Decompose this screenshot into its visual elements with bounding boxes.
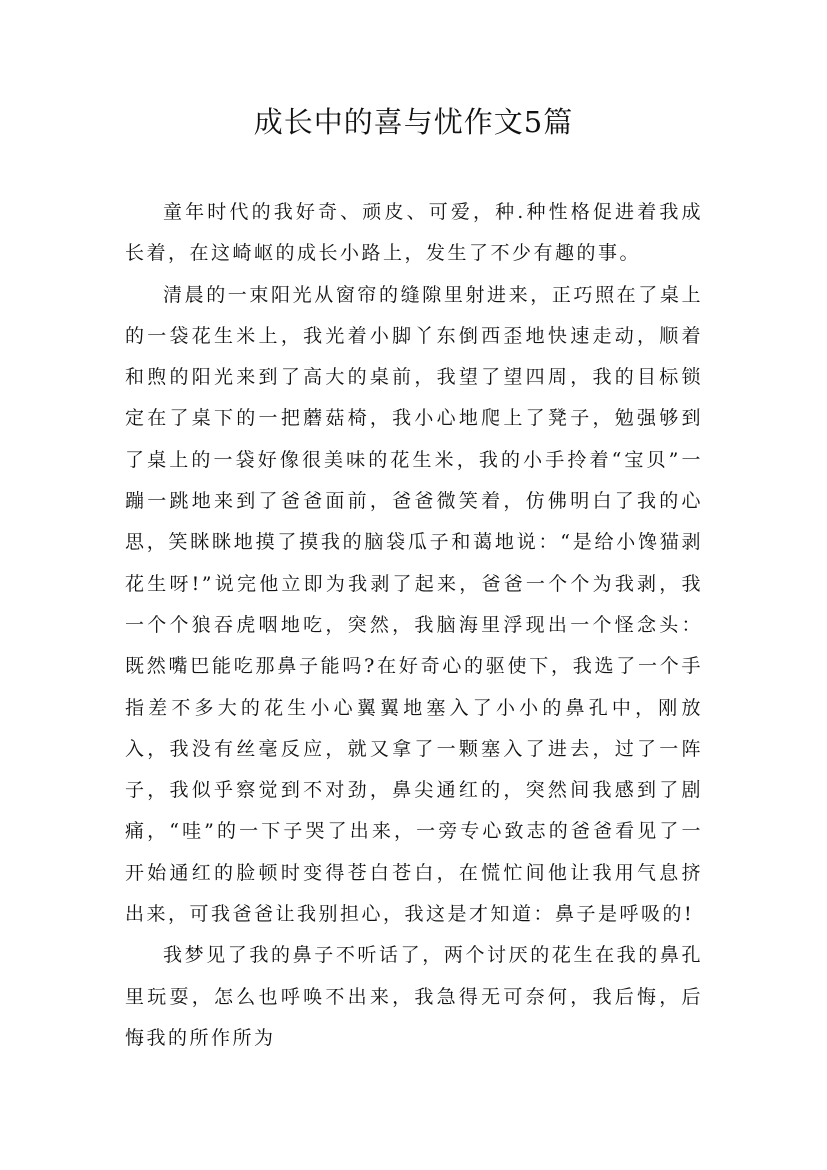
paragraph-2: 清晨的一束阳光从窗帘的缝隙里射进来，正巧照在了桌上的一袋花生米上，我光着小脚丫东倒西歪地快速走动，顺着和煦的阳光来到了高大的桌前，我望了望四周，我的目标锁定在了桌下的一把蘑菇椅，我小心地爬上了凳子，勉强够到了桌上的一袋好像很美味的花生米，我的小手拎着“宝贝”一蹦一跳地来到了爸爸面前，爸爸微笑着，仿佛明白了我的心思，笑眯眯地摸了摸我的脑袋瓜子和蔼地说：“是给小馋猫剥花生呀!”说完他立即为我剥了起来，爸爸一个个为我剥，我一个个狼吞虎咽地吃，突然，我脑海里浮现出一个怪念头：既然嘴巴能吃那鼻子能吗?在好奇心的驱使下，我选了一个手指差不多大的花生小心翼翼地塞入了小小的鼻孔中，刚放入，我没有丝毫反应，就又拿了一颗塞入了进去，过了一阵子，我似乎察觉到不对劲，鼻尖通红的，突然间我感到了剧痛，“哇”的一下子哭了出来，一旁专心致志的爸爸看见了一开始通红的脸顿时变得苍白苍白，在慌忙间他让我用气息挤出来，可我爸爸让我别担心，我这是才知道：鼻子是呼吸的! — [125, 283, 703, 926]
document-title: 成长中的喜与忧作文5篇 — [253, 105, 574, 139]
document-body — [125, 192, 703, 1059]
paragraph-1: 童年时代的我好奇、顽皮、可爱，种.种性格促进着我成长着，在这崎岖的成长小路上，发生了不少有趣的事。 — [125, 201, 703, 265]
paragraph-3: 我梦见了我的鼻子不听话了，两个讨厌的花生在我的鼻孔里玩耍，怎么也呼唤不出来，我急得无可奈何，我后悔，后悔我的所作所为 — [125, 944, 703, 1049]
